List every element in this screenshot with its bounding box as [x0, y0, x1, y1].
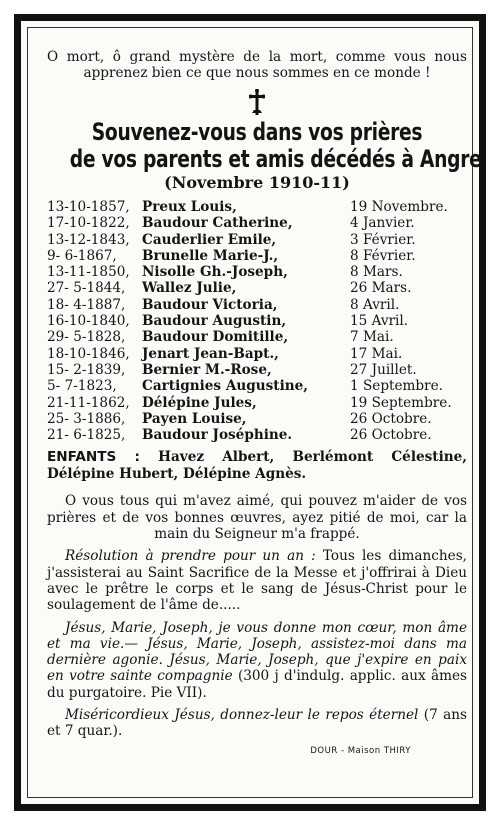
deceased-row: [47, 329, 467, 345]
death-date: 27 Juillet.: [350, 361, 417, 378]
deceased-row: [47, 346, 467, 362]
deceased-row: [47, 313, 467, 329]
deceased-name: Payen Louise,: [142, 410, 247, 427]
deceased-name: Baudour Victoria,: [142, 296, 278, 313]
paragraph-resolution: [47, 548, 467, 613]
deceased-name: Cartignies Augustine,: [142, 378, 308, 395]
title-line-2: de vos parents et amis décédés à Angre: [69, 145, 482, 173]
birth-date: 18-10-1846,: [47, 345, 130, 362]
deceased-row: [47, 378, 467, 394]
prayer-italic: Jésus, Marie, Joseph, je vous donne mon cœur, mon âme et ma vie.— Jésus, Marie, Joseph, assistez-moi dans ma dernière agonie. Jésus, Marie, Joseph, que j'expire en paix en votre sainte compagnie: [47, 619, 467, 685]
death-date: 8 Avril.: [350, 296, 400, 313]
death-date: 8 Mars.: [350, 264, 403, 281]
deceased-row: [47, 248, 467, 264]
deceased-name: Preux Louis,: [142, 199, 237, 215]
birth-date: 5- 7-1823,: [47, 378, 117, 395]
death-date: 7 Mai.: [350, 329, 394, 346]
death-date: 19 Novembre.: [350, 199, 448, 215]
deceased-row: [47, 264, 467, 280]
death-date: 15 Avril.: [350, 313, 409, 330]
deceased-name: Bernier M.-Rose,: [142, 361, 272, 378]
deceased-row: [47, 232, 467, 248]
memorial-card: [14, 14, 486, 811]
death-date: 26 Octobre.: [350, 427, 432, 444]
closing-italic: Miséricordieux Jésus, donnez-leur le repos éternel: [65, 707, 419, 724]
title-line-1: Souvenez-vous dans vos prières: [91, 118, 423, 146]
deceased-row: [47, 199, 467, 215]
deceased-name: Brunelle Marie-J.,: [142, 247, 279, 264]
cross-icon-graphic: [249, 89, 265, 115]
death-date: 19 Septembre.: [350, 394, 452, 411]
intro-text: O mort, ô grand mystère de la mort, comme vous nous apprenez bien ce que nous sommes en ce monde !: [47, 49, 467, 81]
paragraph-closing: [47, 707, 467, 740]
deceased-row: [47, 297, 467, 313]
deceased-name: Nisolle Gh.-Joseph,: [142, 264, 288, 281]
deceased-row: [47, 280, 467, 296]
deceased-row: [47, 427, 467, 443]
birth-date: 9- 6-1867,: [47, 247, 117, 264]
birth-date: 29- 5-1828,: [47, 329, 126, 346]
deceased-row: [47, 395, 467, 411]
prayer-tail: (300 j d'indulg. applic. aux âmes du purgatoire. Pie VII).: [47, 668, 467, 701]
card-content: [47, 49, 482, 746]
resolution-label: Résolution à prendre pour un an :: [65, 548, 316, 565]
birth-date: 27- 5-1844,: [47, 280, 126, 297]
printer-mark: DOUR - Maison THIRY: [310, 746, 411, 756]
closing-tail: (7 ans et 7 quar.).: [47, 707, 467, 740]
birth-date: 21-11-1862,: [47, 394, 130, 411]
birth-date: 13-12-1843,: [47, 231, 130, 248]
deceased-name: Baudour Joséphine.: [142, 427, 293, 444]
children-label: ENFANTS :: [47, 449, 140, 466]
death-date: 1 Septembre.: [350, 378, 443, 395]
birth-date: 25- 3-1886,: [47, 410, 126, 427]
deceased-row: [47, 215, 467, 231]
deceased-list: [47, 199, 467, 443]
paragraph-plea: O vous tous qui m'avez aimé, qui pouvez m'aider de vos prières et de vos bonnes œuvres, ayez pitié de moi, car la main du Seigneur m'a frappé.: [47, 493, 467, 543]
children-names: Havez Albert, Berlémont Célestine, Délépine Hubert, Délépine Agnès.: [47, 449, 468, 483]
deceased-name: Baudour Catherine,: [142, 215, 293, 232]
birth-date: 13-10-1857,: [47, 199, 130, 215]
children-section: [47, 449, 467, 483]
death-date: 4 Janvier.: [350, 215, 415, 232]
deceased-row: [47, 411, 467, 427]
death-date: 17 Mai.: [350, 345, 403, 362]
subtitle: (Novembre 1910-11): [164, 173, 350, 192]
deceased-name: Cauderlier Emile,: [142, 231, 277, 248]
cross-icon: [47, 89, 467, 115]
deceased-name: Baudour Domitille,: [142, 329, 289, 346]
birth-date: 21- 6-1825,: [47, 427, 126, 444]
birth-date: 16-10-1840,: [47, 313, 130, 330]
deceased-name: Délépine Jules,: [142, 394, 257, 411]
death-date: 26 Octobre.: [350, 410, 432, 427]
deceased-row: [47, 362, 467, 378]
birth-date: 13-11-1850,: [47, 264, 130, 281]
death-date: 26 Mars.: [350, 280, 412, 297]
birth-date: 17-10-1822,: [47, 215, 130, 232]
birth-date: 18- 4-1887,: [47, 296, 126, 313]
paragraph-prayer: [47, 620, 467, 701]
deceased-name: Jenart Jean-Bapt.,: [142, 345, 279, 362]
death-date: 8 Février.: [350, 247, 416, 264]
resolution-text: Tous les dimanches, j'assisterai au Saint Sacrifice de la Messe et j'offrirai à Dieu avec le prêtre le corps et le sang de Jésus-Christ pour le soulagement de l'âme de.....: [47, 548, 468, 614]
death-date: 3 Février.: [350, 231, 416, 248]
deceased-name: Wallez Julie,: [142, 280, 237, 297]
deceased-name: Baudour Augustin,: [142, 313, 287, 330]
birth-date: 15- 2-1839,: [47, 361, 126, 378]
